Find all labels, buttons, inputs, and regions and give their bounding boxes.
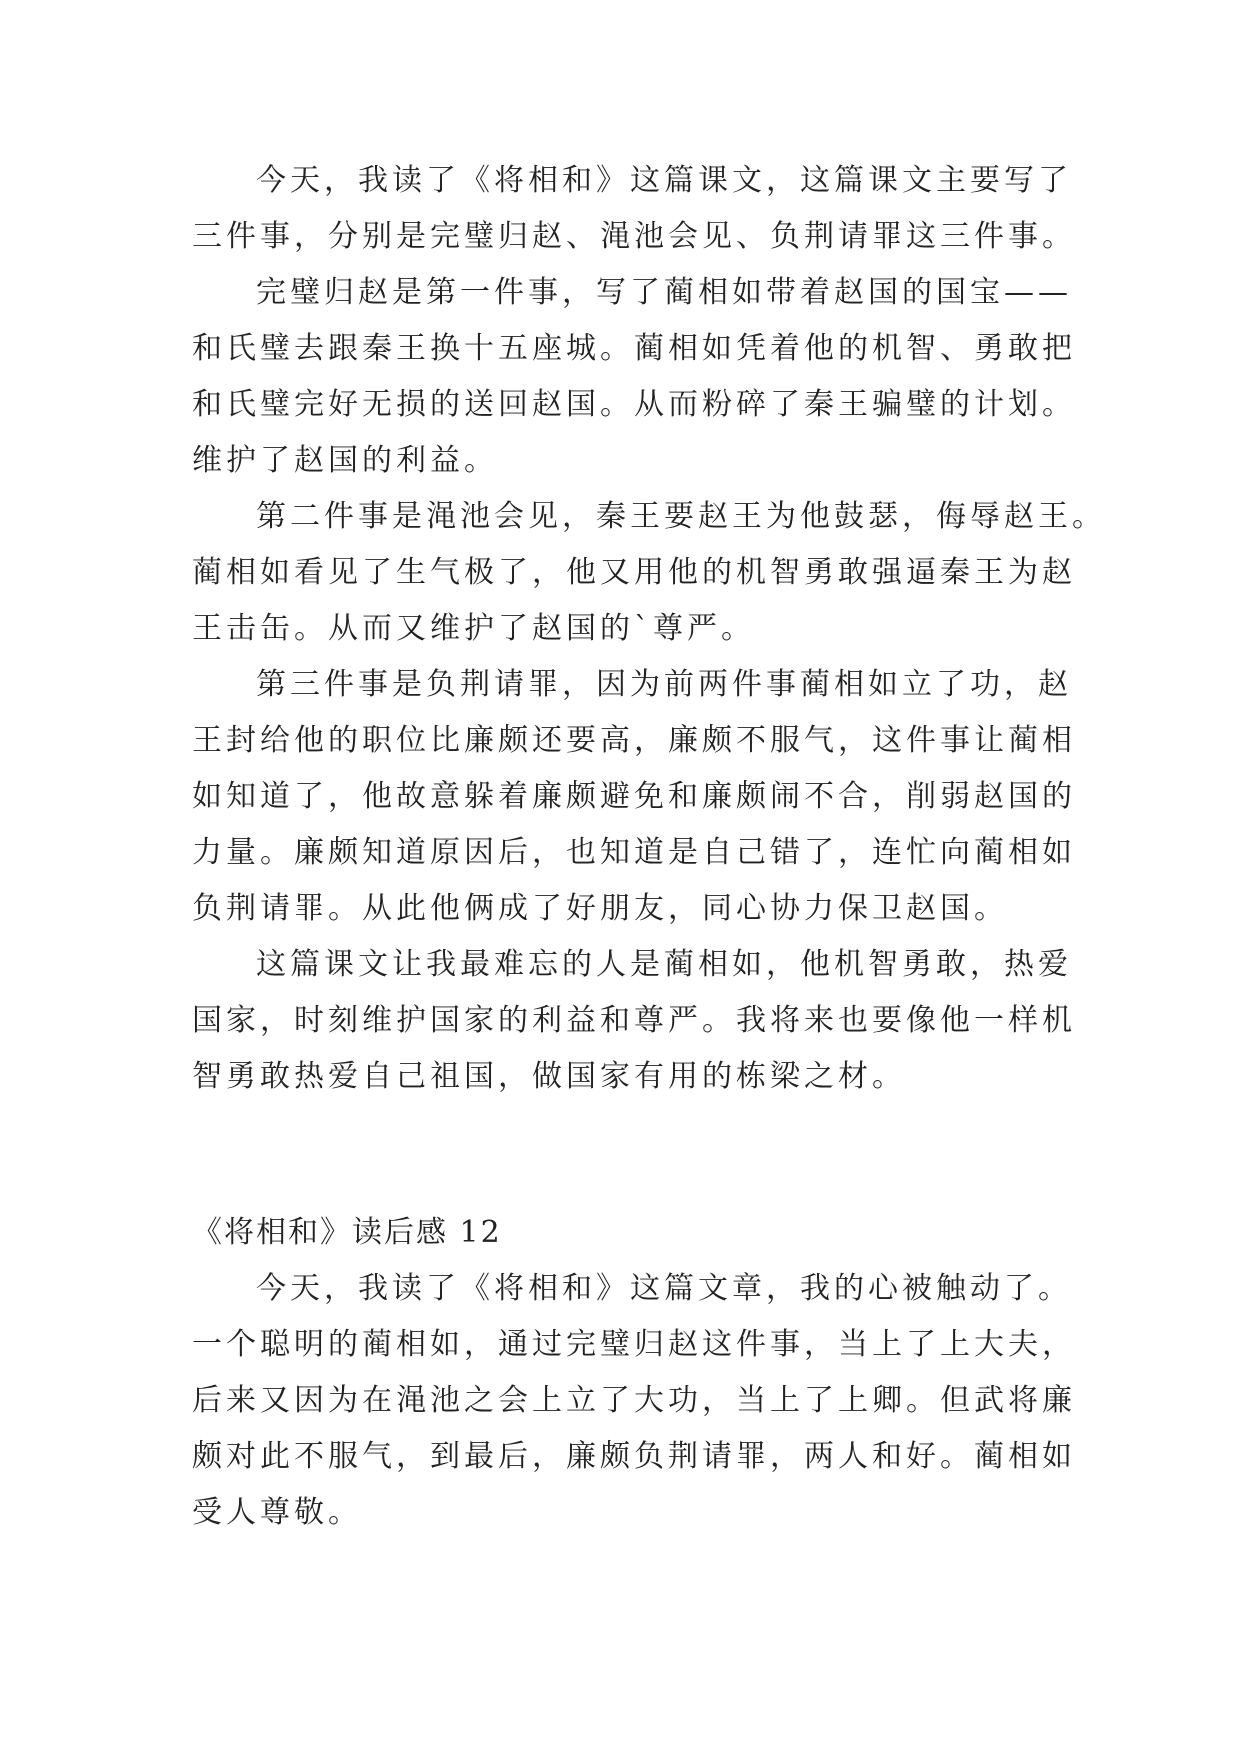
paragraph-line: 这篇课文让我最难忘的人是蔺相如，他机智勇敢，热爱 xyxy=(256,947,1072,982)
paragraph-line: 今天，我读了《将相和》这篇文章，我的心被触动了。 xyxy=(256,1271,1072,1306)
paragraph-line: 完璧归赵是第一件事，写了蔺相如带着赵国的国宝—— xyxy=(256,275,1072,310)
paragraph-line: 国家，时刻维护国家的利益和尊严。我将来也要像他一样机 xyxy=(192,1003,1076,1038)
paragraph-line: 第二件事是渑池会见，秦王要赵王为他鼓瑟，侮辱赵王。 xyxy=(256,499,1106,534)
paragraph-line: 和氏璧去跟秦王换十五座城。蔺相如凭着他的机智、勇敢把 xyxy=(192,331,1076,366)
paragraph-line: 维护了赵国的利益。 xyxy=(192,443,498,478)
paragraph-line: 三件事，分别是完璧归赵、渑池会见、负荆请罪这三件事。 xyxy=(192,219,1076,254)
section-heading: 《将相和》读后感 12 xyxy=(192,1215,502,1250)
paragraph-line: 王封给他的职位比廉颇还要高，廉颇不服气，这件事让蔺相 xyxy=(192,723,1076,758)
paragraph-line: 第三件事是负荆请罪，因为前两件事蔺相如立了功，赵 xyxy=(256,667,1072,702)
paragraph-line: 如知道了，他故意躲着廉颇避免和廉颇闹不合，削弱赵国的 xyxy=(192,779,1076,814)
paragraph-line: 受人尊敬。 xyxy=(192,1495,362,1530)
paragraph-line: 负荆请罪。从此他俩成了好朋友，同心协力保卫赵国。 xyxy=(192,891,1008,926)
paragraph-line: 颇对此不服气，到最后，廉颇负荆请罪，两人和好。蔺相如 xyxy=(192,1439,1076,1474)
paragraph-line: 力量。廉颇知道原因后，也知道是自己错了，连忙向蔺相如 xyxy=(192,835,1076,870)
paragraph-line: 蔺相如看见了生气极了，他又用他的机智勇敢强逼秦王为赵 xyxy=(192,555,1076,590)
paragraph-line: 王击缶。从而又维护了赵国的`尊严。 xyxy=(192,611,755,646)
paragraph-line: 一个聪明的蔺相如，通过完璧归赵这件事，当上了上大夫， xyxy=(192,1327,1076,1362)
paragraph-line: 今天，我读了《将相和》这篇课文，这篇课文主要写了 xyxy=(256,163,1072,198)
paragraph-line: 后来又因为在渑池之会上立了大功，当上了上卿。但武将廉 xyxy=(192,1383,1076,1418)
paragraph-line: 智勇敢热爱自己祖国，做国家有用的栋梁之材。 xyxy=(192,1059,906,1094)
paragraph-line: 和氏璧完好无损的送回赵国。从而粉碎了秦王骗璧的计划。 xyxy=(192,387,1076,422)
